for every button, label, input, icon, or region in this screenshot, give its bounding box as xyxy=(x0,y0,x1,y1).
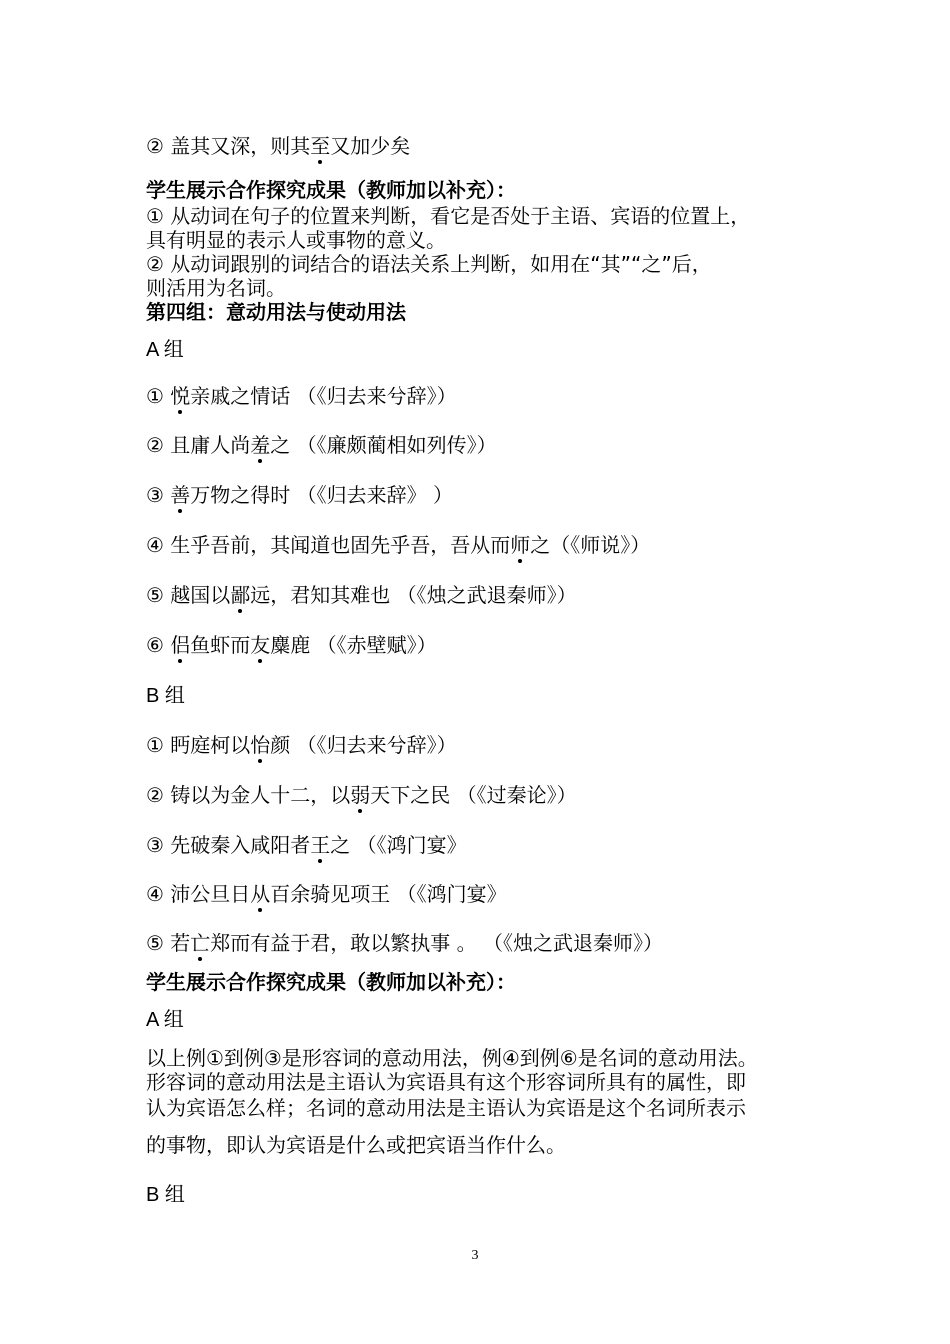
paragraph-line: 的事物，即认为宾语是什么或把宾语当作什么。 xyxy=(146,1133,566,1157)
example-line: ② 铸以为金人十二，以弱天下之民 （《过秦论》） xyxy=(146,783,577,807)
group-label: A 组 xyxy=(146,339,184,361)
emphasis-char: 弱 xyxy=(350,783,371,807)
emphasis-char: 师 xyxy=(510,533,531,557)
emphasis-char: 亡 xyxy=(190,931,211,955)
paragraph-line: 以上例①到例③是形容词的意动用法，例④到例⑥是名词的意动用法。 xyxy=(146,1046,758,1070)
paragraph-line: 形容词的意动用法是主语认为宾语具有这个形容词所具有的属性，即 xyxy=(146,1070,746,1094)
emphasis-char: 鄙 xyxy=(230,583,251,607)
emphasis-char: 至 xyxy=(310,134,331,158)
group-label: B 组 xyxy=(146,1184,185,1206)
example-line: ① 悦亲戚之情话 （《归去来兮辞》） xyxy=(146,384,457,408)
paragraph-line: ① 从动词在句子的位置来判断，看它是否处于主语、宾语的位置上， xyxy=(146,204,751,228)
example-line: ⑤ 越国以鄙远，君知其难也 （《烛之武退秦师》） xyxy=(146,583,577,607)
emphasis-char: 侣 xyxy=(170,633,191,657)
emphasis-char: 善 xyxy=(170,483,191,507)
example-line: ① 眄庭柯以怡颜 （《归去来兮辞》） xyxy=(146,733,457,757)
emphasis-char: 怡 xyxy=(250,733,271,757)
example-line: ② 且庸人尚羞之 （《廉颇蔺相如列传》） xyxy=(146,433,497,457)
page-number: 3 xyxy=(471,1248,479,1263)
section-heading: 学生展示合作探究成果（教师加以补充）： xyxy=(146,970,516,994)
example-line: ④ 生乎吾前，其闻道也固先乎吾，吾从而师之（《师说》） xyxy=(146,533,651,557)
paragraph-line: 具有明显的表示人或事物的意义。 xyxy=(146,228,446,252)
example-line: ③ 善万物之得时 （《归去来辞》 ） xyxy=(146,483,454,507)
emphasis-char: 友 xyxy=(250,633,271,657)
example-line: ④ 沛公旦日从百余骑见项王 （《鸿门宴》 xyxy=(146,882,507,906)
emphasis-char: 悦 xyxy=(170,384,191,408)
example-line: ③ 先破秦入咸阳者王之 （《鸿门宴》 xyxy=(146,833,467,857)
section-heading: 学生展示合作探究成果（教师加以补充）： xyxy=(146,178,516,202)
emphasis-char: 从 xyxy=(250,882,271,906)
emphasis-char: 羞 xyxy=(250,433,271,457)
group-label: B 组 xyxy=(146,685,185,707)
section-heading: 第四组：意动用法与使动用法 xyxy=(146,300,406,324)
emphasis-char: 王 xyxy=(310,833,331,857)
paragraph-line: 则活用为名词。 xyxy=(146,276,286,300)
example-line: ② 盖其又深，则其至又加少矣 xyxy=(146,134,411,158)
paragraph-line: 认为宾语怎么样；名词的意动用法是主语认为宾语是这个名词所表示 xyxy=(146,1096,746,1120)
example-line: ⑥ 侣鱼虾而友麋鹿 （《赤壁赋》） xyxy=(146,633,437,657)
group-label: A 组 xyxy=(146,1009,184,1031)
paragraph-line: ② 从动词跟别的词结合的语法关系上判断，如用在“其”“之”后， xyxy=(146,252,712,276)
example-line: ⑤ 若亡郑而有益于君，敢以繁执事 。 （《烛之武退秦师》） xyxy=(146,931,664,955)
